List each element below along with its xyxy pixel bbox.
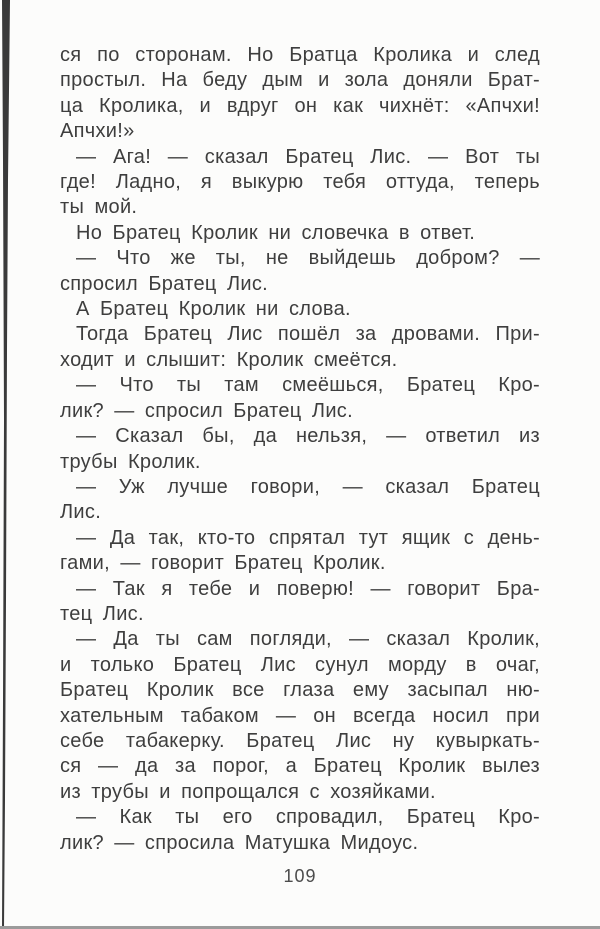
text-line: — Так я тебе и поверю! — говорит Бра- xyxy=(76,577,540,600)
text-line: — Как ты его спровадил, Братец Кро- xyxy=(76,806,540,829)
text-line: гами, — говорит Братец Кролик. xyxy=(60,552,386,575)
text-line: Но Братец Кролик ни словечка в ответ. xyxy=(76,221,476,244)
text-line: хательным табаком — он всегда носил при xyxy=(60,704,540,727)
text-line: ты мой. xyxy=(60,196,138,219)
text-line: А Братец Кролик ни слова. xyxy=(76,298,351,321)
text-line: себе табакерку. Братец Лис ну кувыркать- xyxy=(60,729,540,752)
text-line: Апчхи!» xyxy=(60,120,135,143)
page-number: 109 xyxy=(283,866,317,886)
text-line: ца Кролика, и вдруг он как чихнёт: «Апчхи! xyxy=(60,94,540,117)
text-line: тец Лис. xyxy=(60,602,144,625)
text-line: лик? — спросила Матушка Мидоус. xyxy=(60,831,419,854)
spine-shadow-edge xyxy=(0,0,14,929)
text-line: — Что же ты, не выйдешь добром? — xyxy=(76,247,540,270)
page-text xyxy=(60,43,540,856)
text-line: из трубы и попрощался с хозяйками. xyxy=(60,780,436,803)
text-line: — Да ты сам погляди, — сказал Кролик, xyxy=(76,628,540,651)
text-line: — Ага! — сказал Братец Лис. — Вот ты xyxy=(76,145,540,168)
text-line: трубы Кролик. xyxy=(60,450,201,473)
text-line: где! Ладно, я выкурю тебя оттуда, теперь xyxy=(60,171,540,194)
text-line: спросил Братец Лис. xyxy=(60,272,269,295)
text-line: и только Братец Лис сунул морду в очаг, xyxy=(60,653,540,676)
text-line: — Да так, кто-то спрятал тут ящик с день- xyxy=(76,526,540,549)
text-line: — Сказал бы, да нельзя, — ответил из xyxy=(76,425,540,448)
text-line: ходит и слышит: Кролик смеётся. xyxy=(60,348,398,371)
text-line: ся по сторонам. Но Братца Кролика и след xyxy=(60,44,540,66)
text-line: лик? — спросил Братец Лис. xyxy=(60,399,353,422)
text-line: Братец Кролик все глаза ему засыпал ню- xyxy=(60,679,540,702)
text-lines xyxy=(60,43,540,856)
text-line: Тогда Братец Лис пошёл за дровами. При- xyxy=(76,323,540,346)
text-line: простыл. На беду дым и зола доняли Брат- xyxy=(60,69,540,92)
text-line: ся — да за порог, а Братец Кролик вылез xyxy=(60,755,540,778)
text-line: Лис. xyxy=(60,501,102,524)
text-line: — Уж лучше говори, — сказал Братец xyxy=(76,475,540,498)
text-line: — Что ты там смеёшься, Братец Кро- xyxy=(76,374,540,397)
